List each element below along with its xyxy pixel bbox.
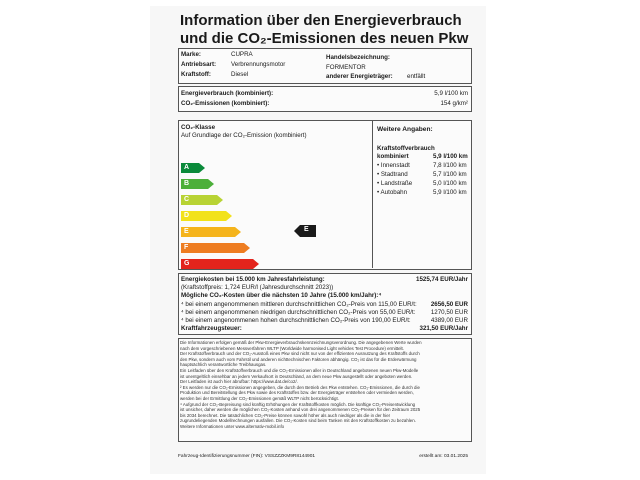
bar-arrow-icon	[226, 211, 232, 221]
kraftstoff-value: Diesel	[231, 71, 249, 78]
disclaimer-line: Der Kraftstoffverbrauch und der CO₂-Ausstoß eines Pkw sind nicht nur von der effizienten Ausnutzung des Kraftstoffs durch	[180, 351, 420, 357]
further-row-value: 5,0 l/100 km	[433, 180, 467, 187]
disclaimer-line: bis 2034 berechnet. Die tatsächlichen CO₂-Preise können sowohl höher als auch niedriger als die in der hier	[180, 412, 391, 418]
co2-class-sub: Auf Grundlage der CO₂-Emission (kombiniert)	[181, 132, 307, 139]
co2-low-label: ⁴ bei einem angenommenen niedrigen durchschnittlichen CO₂-Preis von 55,00 EUR/t:	[181, 309, 416, 316]
class-bar-label: C	[184, 196, 190, 203]
co2-class-heading: CO₂-Klasse	[181, 124, 216, 131]
antrieb-label: Antriebsart:	[181, 61, 217, 68]
created-date: erstellt am: 03.01.2025	[419, 454, 468, 459]
tax-label: Kraftfahrzeugsteuer:	[181, 325, 242, 332]
current-class-label: E	[304, 226, 309, 233]
disclaimer-line: ist unentgeltlich einsehbar an jedem Verkaufsort in Deutschland, an dem neue Pkw ausgestellt oder angeboten werden.	[180, 373, 413, 379]
class-bar-c	[181, 195, 217, 205]
kraftstoff-label: Kraftstoff:	[181, 71, 211, 78]
co2-high-label: ⁴ bei einem angenommenen hohen durchschnittlichen CO₂-Preis von 190,00 EUR/t:	[181, 317, 411, 324]
further-row-value: 5,9 l/100 km	[433, 189, 467, 196]
disclaimer-text	[180, 340, 470, 430]
disclaimer-line: nach dem vorgeschriebenen Messverfahren WLTP (Worldwide harmonised Light vehicles Test Procedure) ermittelt.	[180, 345, 404, 351]
disclaimer-line: zugrundeliegenden Modellrechnungen ausfallen. Die CO₂-Kosten sind beim Tanken mit den Kraftstoffkosten zu bezahlen.	[180, 418, 416, 424]
further-row-label: • Stadtrand	[377, 171, 408, 178]
class-bar-label: B	[184, 180, 190, 187]
antrieb-value: Verbrennungsmotor	[231, 61, 286, 68]
class-bar-d	[181, 211, 226, 221]
kv-label: Kraftstoffverbrauch	[377, 145, 435, 152]
energy-costs-label: Energiekosten bei 15.000 km Jahresfahrleistung:	[181, 276, 325, 283]
class-bar-b	[181, 179, 208, 189]
co2-mid-label: ⁴ bei einem angenommenen mittleren durchschnittlichen CO₂-Preis von 115,00 EUR/t:	[181, 301, 417, 308]
bar-arrow-icon	[244, 243, 250, 253]
class-bar-a	[181, 163, 199, 173]
further-row-label: • Autobahn	[377, 189, 408, 196]
co2-mid-value: 2656,50 EUR	[430, 301, 468, 308]
disclaimer-line: hauptsächlich verantwortliche Treibhausgas.	[180, 362, 267, 368]
disclaimer-line: ² Es werden nur die CO₂-Emissionen angegeben, die durch den Betrieb des Pkw entstehen. CO₂-Emissionen, die durch die	[180, 384, 420, 390]
energy-value: 5,9 l/100 km	[434, 90, 468, 97]
further-row-label: • Innenstadt	[377, 162, 410, 169]
disclaimer-line: Produktion und Bereitstellung des Pkw sowie des Kraftstoffes bzw. der Energieträger entstehen oder vermieden werden,	[180, 390, 414, 396]
bar-arrow-icon	[235, 227, 241, 237]
co2-high-value: 4389,00 EUR	[430, 317, 468, 324]
disclaimer-line: ist unsicher, daher werden die möglichen CO₂-Kosten anhand von drei angenommenen CO₂-Preisen für den Zeitraum 2025	[180, 407, 421, 413]
page-title: Information über den Energieverbrauch und die CO₂-Emissionen des neuen Pkw	[180, 12, 469, 47]
further-row-label: kombiniert	[377, 153, 409, 160]
disclaimer-line: werden bei der Ermittlung der CO₂-Emissionen gemäß WLTP nicht berücksichtigt.	[180, 395, 339, 401]
further-row-label: • Landstraße	[377, 180, 413, 187]
disclaimer-line: Die Informationen erfolgen gemäß der Pkw-Energieverbrauchskennzeichnungsverordnung. Die angegebenen Werte wurden	[180, 340, 422, 345]
bar-arrow-icon	[208, 179, 214, 189]
vehicle-box	[178, 48, 472, 84]
handel-value: FORMENTOR	[326, 64, 366, 71]
further-row-value: 5,7 l/100 km	[433, 171, 467, 178]
bar-arrow-icon	[199, 163, 205, 173]
disclaimer-line: Weitere Informationen unter www.alternativ-mobil.info	[180, 423, 285, 429]
class-bar-g	[181, 259, 253, 269]
energy-costs-value: 1525,74 EUR/Jahr	[416, 276, 468, 283]
class-bar-label: D	[184, 212, 190, 219]
co2-low-value: 1270,50 EUR	[430, 309, 468, 316]
further-heading: Weitere Angaben:	[377, 126, 433, 133]
co2-costs-heading: Mögliche CO₂-Kosten über die nächsten 10 Jahre (15.000 km/Jahr):⁴	[181, 292, 382, 299]
co2-label: CO₂-Emissionen (kombiniert):	[181, 100, 270, 107]
further-row-value: 5,9 l/100 km	[433, 153, 468, 160]
energy-label: Energieverbrauch (kombiniert):	[181, 90, 274, 97]
tax-value: 321,50 EUR/Jahr	[419, 325, 468, 332]
anderer-label: anderer Energieträger:	[326, 73, 393, 80]
disclaimer-line: Der Leitfaden ist auch hier abrufbar: https://www.dat.de/co2/.	[180, 379, 298, 385]
consumption-box	[178, 86, 472, 112]
disclaimer-line: ⁴ Aufgrund der CO₂-Bepreisung sind künftig Erhöhungen der Kraftstoffkosten möglich. Die künftige CO₂-Preisentwicklung	[180, 401, 416, 407]
bar-arrow-icon	[253, 259, 259, 269]
class-bar-e	[181, 227, 235, 237]
anderer-value: entfällt	[407, 73, 426, 80]
current-class-marker	[294, 224, 316, 236]
disclaimer-line: Ein Leitfaden über den Kraftstoffverbrauch und die CO₂-Emissionen aller in Deutschland angebotenen neuen Pkw-Modelle	[180, 367, 419, 373]
class-bar-label: A	[184, 164, 190, 171]
disclaimer-line: den Pkw, sondern auch vom Fahrstil und anderen nichttechnischen Faktoren abhängig. CO₂ ist das für die Erderwärmung	[180, 356, 417, 362]
class-bar-f	[181, 243, 244, 253]
co2-value: 154 g/km²	[440, 100, 468, 107]
class-bar-label: E	[184, 228, 189, 235]
costs-box	[178, 273, 472, 335]
fin-number: Fahrzeug-Identifizierungsnummer (FIN): VSSZZZKM9R8144901	[178, 454, 316, 459]
bar-arrow-icon	[217, 195, 223, 205]
class-bar-label: G	[184, 260, 190, 267]
class-bar-label: F	[184, 244, 189, 251]
fuel-price-label: (Kraftstoffpreis: 1,724 EUR/l (Jahresdurchschnitt 2023))	[181, 284, 334, 291]
handel-label: Handelsbezeichnung:	[326, 54, 390, 61]
box-divider	[372, 121, 373, 268]
further-row-value: 7,8 l/100 km	[433, 162, 467, 169]
marke-label: Marke:	[181, 51, 201, 58]
marke-value: CUPRA	[231, 51, 253, 58]
